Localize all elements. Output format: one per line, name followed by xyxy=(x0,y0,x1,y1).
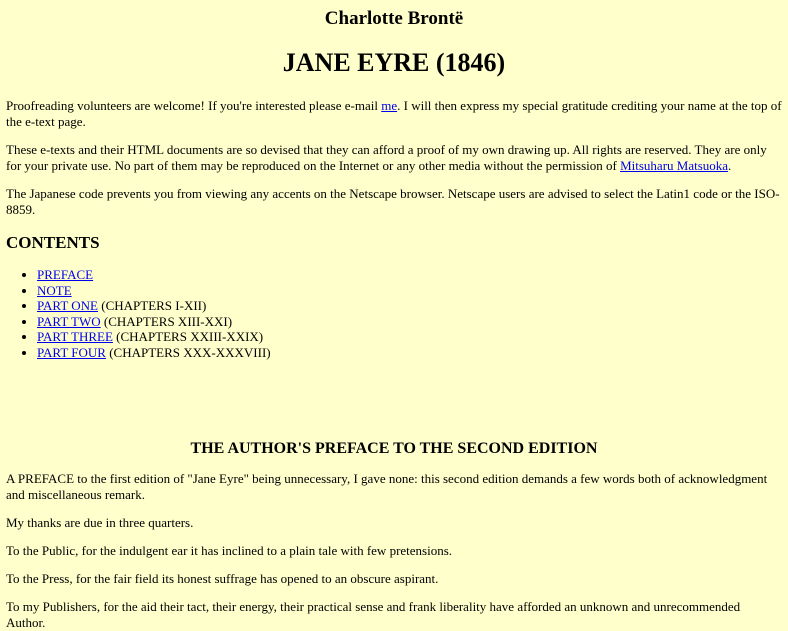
part-two-link[interactable]: PART TWO xyxy=(37,313,101,329)
part-four-link[interactable]: PART FOUR xyxy=(37,344,106,360)
preface-link[interactable]: PREFACE xyxy=(37,267,94,282)
contents-item-part-one xyxy=(37,298,782,314)
note-link[interactable]: NOTE xyxy=(37,282,72,298)
preface-paragraph: My thanks are due in three quarters. xyxy=(6,514,194,530)
contents-item-part-four xyxy=(37,345,782,361)
matsuoka-link[interactable]: Mitsuharu Matsuoka xyxy=(620,158,729,173)
rights-text-after: . xyxy=(728,158,732,173)
contents-item-chapters: (CHAPTERS XXX-XXXVIII) xyxy=(105,344,271,360)
proofreading-text-after: . I will then express my special gratitude crediting your name at the top of the e-text page. xyxy=(6,98,782,129)
contents-item-note-section xyxy=(37,283,782,299)
contents-item-part-two xyxy=(37,314,782,330)
contents-item-chapters: (CHAPTERS XIII-XXI) xyxy=(100,313,233,329)
contents-list xyxy=(6,267,782,361)
contents-heading: CONTENTS xyxy=(6,233,100,252)
part-one-link[interactable]: PART ONE xyxy=(37,298,98,314)
preface-paragraph: To the Public, for the indulgent ear it has inclined to a plain tale with few pretensions. xyxy=(6,542,453,558)
email-me-link[interactable]: me xyxy=(381,98,398,113)
preface-paragraph: To the Press, for the fair field its honest suffrage has opened to an obscure aspirant. xyxy=(6,570,439,586)
preface-paragraph: To my Publishers, for the aid their tact, their energy, their practical sense and frank liberality have afforded an unknown and unrecommended Author. xyxy=(6,598,741,630)
preface-paragraph: A PREFACE to the first edition of "Jane Eyre" being unnecessary, I gave none: this second edition demands a few words both of acknowledgment and miscellaneous remark. xyxy=(6,470,768,502)
rights-paragraph xyxy=(6,142,782,174)
rights-text-before: These e-texts and their HTML documents are so devised that they can afford a proof of my own drawing up. All rights are reserved. They are only for your private use. No part of them may be reproduced on the Internet or any other media without the permission of xyxy=(6,142,767,173)
proofreading-text-before: Proofreading volunteers are welcome! If you're interested please e-mail xyxy=(6,98,382,113)
author-name: Charlotte Brontë xyxy=(324,8,464,29)
preface-heading: THE AUTHOR'S PREFACE TO THE SECOND EDITION xyxy=(190,439,598,457)
contents-item-preface xyxy=(37,267,782,283)
document-page xyxy=(0,8,788,631)
part-three-link[interactable]: PART THREE xyxy=(37,329,113,345)
contents-item-chapters: (CHAPTERS XXIII-XXIX) xyxy=(112,329,264,345)
book-title: JANE EYRE (1846) xyxy=(282,48,506,77)
contents-item-part-three xyxy=(37,329,782,345)
encoding-paragraph: The Japanese code prevents you from viewing any accents on the Netscape browser. Netscape users are advised to select the Latin1 code or the ISO-8859. xyxy=(6,186,780,217)
contents-item-chapters: (CHAPTERS I-XII) xyxy=(98,298,207,314)
proofreading-paragraph xyxy=(6,98,782,130)
